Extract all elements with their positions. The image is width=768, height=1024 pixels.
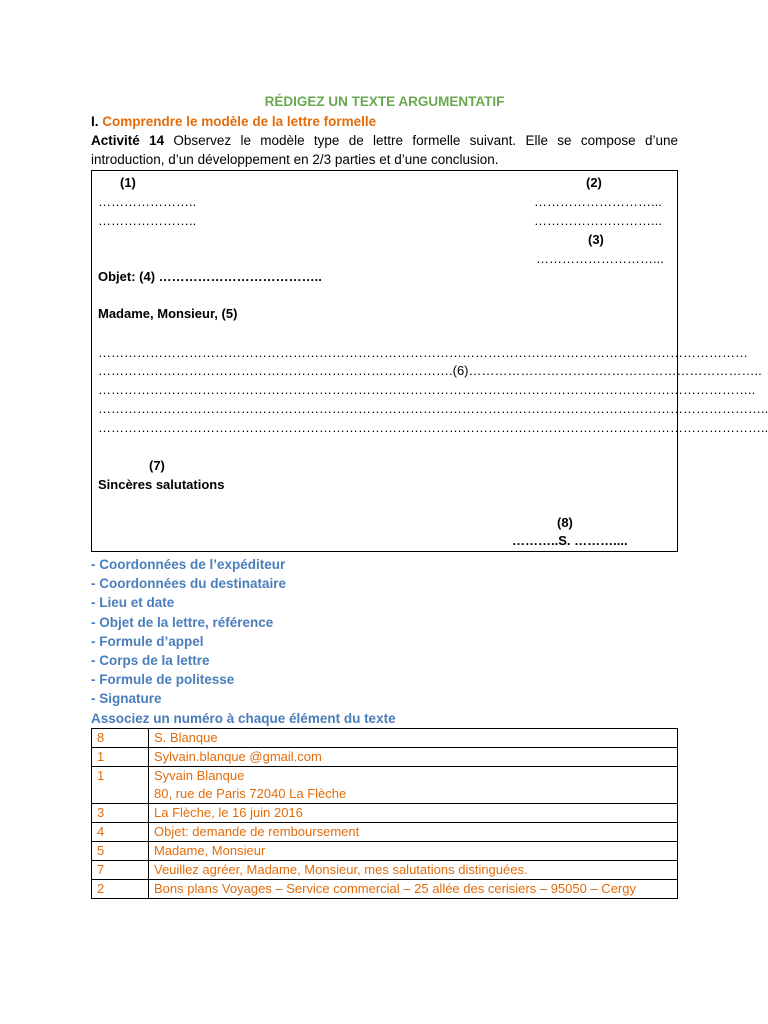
row-number: 3 [92,803,149,822]
letter-model-box [91,170,768,552]
table-row [92,728,678,747]
recipient-line-1: ………………………... [534,194,662,209]
row-text-multiline [149,766,678,803]
row-text: Objet: demande de remboursement [149,822,678,841]
marker-3: (3) [588,232,604,247]
legend-item: - Corps de la lettre [91,653,210,669]
table-row [92,860,678,879]
association-instruction: Associez un numéro à chaque élément du texte [91,710,396,726]
legend-item: - Signature [91,691,162,707]
body-line-1: …………………………………………………………………………………………………………………………………… [98,345,748,360]
section-heading [91,112,678,131]
table-row [92,766,678,803]
table-row [92,841,678,860]
legend-item: - Formule de politesse [91,672,235,688]
row-text-line: 80, rue de Paris 72040 La Flèche [154,785,347,801]
activity-text: Observez le modèle type de lettre formelle suivant. Elle se compose d’une introduction, d’un développement en 2/3 parties et d’une conclusion. [91,133,678,167]
row-text: Sylvain.blanque @gmail.com [149,747,678,766]
body-line-2: ……………………………………………………………………….(6)………………………………………………………….. [98,363,762,378]
legend-item: - Formule d’appel [91,633,204,649]
table-row [92,879,678,898]
sender-line-2: ………………….. [98,213,197,228]
marker-7: (7) [149,458,165,473]
marker-2: (2) [586,175,602,190]
row-number: 8 [92,728,149,747]
legend-item: - Objet de la lettre, référence [91,614,274,630]
marker-8: (8) [557,515,573,530]
row-text-line: Syvain Blanque [154,767,245,783]
table-row [92,803,678,822]
body-line-4: ……………………………………………………………………………………………………………………………………….. [98,401,768,416]
row-text: Veuillez agréer, Madame, Monsieur, mes salutations distinguées. [149,860,678,879]
row-number: 7 [92,860,149,879]
row-text: Madame, Monsieur [149,841,678,860]
row-number: 1 [92,747,149,766]
greeting-line: Madame, Monsieur, (5) [98,306,238,321]
section-title: Comprendre le modèle de la lettre formelle [102,114,377,129]
row-number: 5 [92,841,149,860]
closing-line: Sincères salutations [98,477,225,492]
row-number: 1 [92,766,149,803]
signature-line: ………..S. ……….... [512,533,628,548]
table-row [92,822,678,841]
activity-instructions [91,131,678,169]
marker-1: (1) [120,175,136,190]
legend-list [91,555,678,709]
sender-line-1: ………………….. [98,194,197,209]
legend-item: - Lieu et date [91,595,175,611]
place-date-line: ………………………... [536,251,664,266]
table-row [92,747,678,766]
section-number: I. [91,114,99,129]
row-text: S. Blanque [149,728,678,747]
row-text: Bons plans Voyages – Service commercial – 25 allée des cerisiers – 95050 – Cergy [149,879,678,898]
legend-item: - Coordonnées de l’expéditeur [91,557,286,572]
worksheet-page [91,92,768,899]
row-number: 4 [92,822,149,841]
row-text: La Flèche, le 16 juin 2016 [149,803,678,822]
recipient-line-2: ………………………... [534,213,662,228]
association-table [91,728,678,899]
body-line-3: …………………………………………………………………………………………………………………………………….. [98,382,756,397]
legend-item: - Coordonnées du destinataire [91,576,287,592]
row-number: 2 [92,879,149,898]
object-line: Objet: (4) ……………………………….. [98,269,322,284]
activity-label: Activité 14 [91,133,165,148]
body-line-5: ……………………………………………………………………………………………………………………………………….. [98,420,768,435]
page-title: RÉDIGEZ UN TEXTE ARGUMENTATIF [264,94,505,109]
